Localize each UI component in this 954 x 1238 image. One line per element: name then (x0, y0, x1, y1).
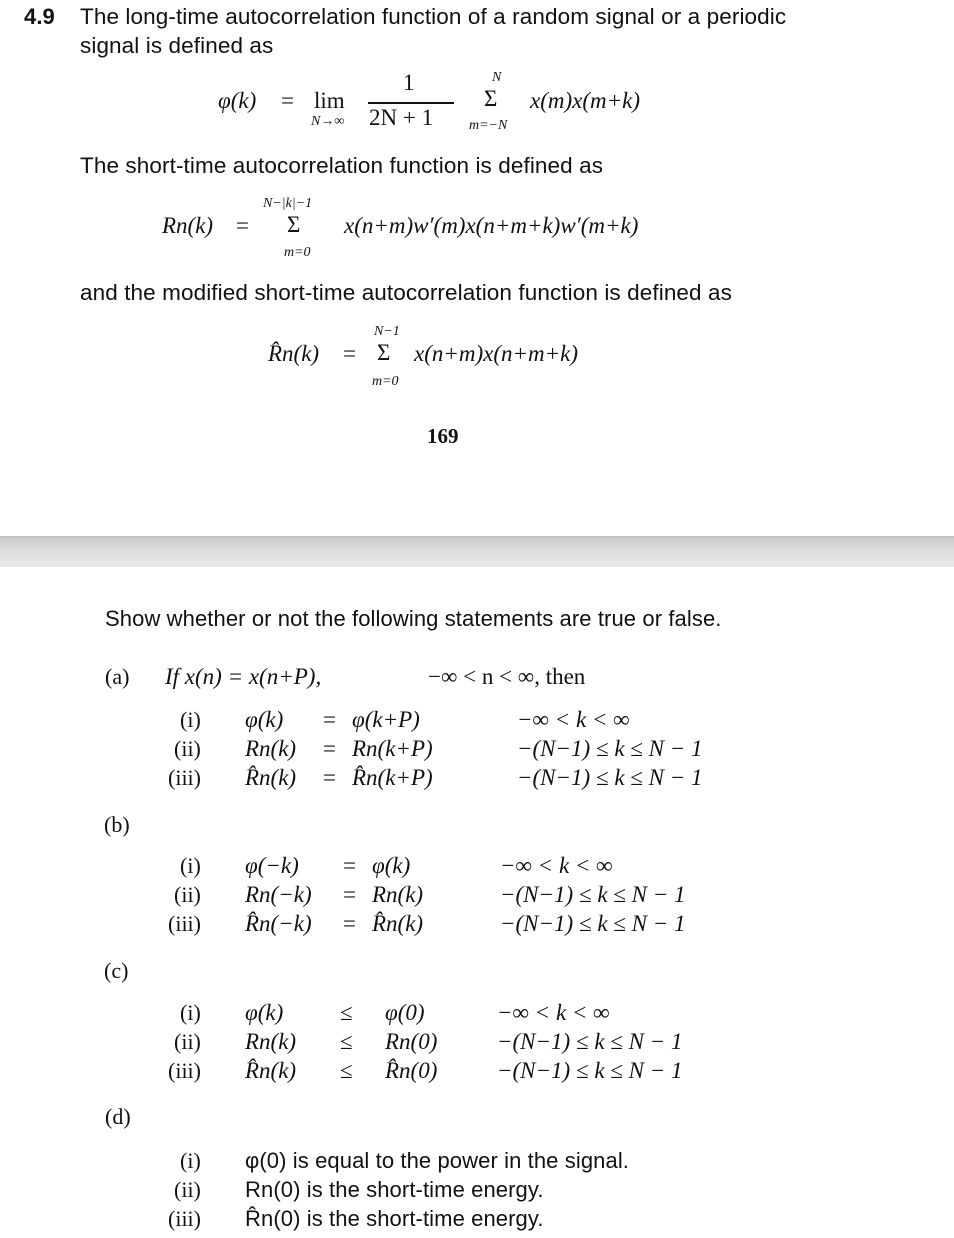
part-b-item-3-lhs: R̂n(−k) (245, 911, 312, 936)
part-c-item-3-num: (iii) (168, 1058, 201, 1083)
eq2-lhs: Rn(k) (162, 213, 214, 238)
part-d-item-2-num: (ii) (174, 1177, 201, 1202)
part-a-item-2-rhs: Rn(k+P) (352, 736, 433, 761)
part-d-item-1-text: φ(0) is equal to the power in the signal. (245, 1148, 630, 1173)
part-c-item-1-rel: ≤ (340, 1000, 353, 1025)
part-c-item-1-rhs: φ(0) (385, 1000, 425, 1025)
eq1-body: x(m)x(m+k) (530, 88, 641, 113)
part-c-item-3-rhs: R̂n(0) (385, 1058, 438, 1083)
part-a-condition: If x(n) = x(n+P), (165, 664, 322, 689)
eq1-lim-sub: N→∞ (311, 114, 345, 129)
part-a-item-3-lhs: R̂n(k) (245, 765, 297, 790)
eq1-denominator: 2N + 1 (369, 105, 434, 130)
part-a-item-2-num: (ii) (174, 736, 201, 761)
page-number: 169 (427, 424, 459, 448)
eq3-sum-sup: N−1 (374, 324, 400, 339)
problem-number: 4.9 (24, 4, 55, 29)
intro-line-2: signal is defined as (80, 33, 274, 58)
part-b-item-1-rel: = (343, 853, 356, 878)
part-b-item-3-num: (iii) (168, 911, 201, 936)
part-b-item-1-num: (i) (180, 853, 201, 878)
eq1-sigma: Σ (484, 86, 498, 111)
eq3-sigma: Σ (377, 340, 391, 365)
part-a-item-1-range: −∞ < k < ∞ (517, 707, 630, 732)
part-c-item-2-rel: ≤ (340, 1029, 353, 1054)
eq2-sum-sup: N−|k|−1 (263, 196, 313, 211)
eq1-equals: = (281, 88, 294, 113)
eq1-numerator: 1 (403, 70, 415, 95)
part-b-item-2-rel: = (343, 882, 356, 907)
part-a-item-3-rhs: R̂n(k+P) (352, 765, 433, 790)
part-b-label: (b) (104, 812, 130, 837)
part-a-item-3-num: (iii) (168, 765, 201, 790)
part-a-item-1-lhs: φ(k) (245, 707, 284, 732)
part-b-item-1-lhs: φ(−k) (245, 853, 299, 878)
part-a-condition-range: −∞ < n < ∞, then (428, 664, 586, 689)
eq2-equals: = (236, 213, 249, 238)
part-b-item-2-lhs: Rn(−k) (245, 882, 312, 907)
instruction-text: Show whether or not the following statements are true or false. (105, 606, 722, 631)
part-a-item-3-range: −(N−1) ≤ k ≤ N − 1 (517, 765, 703, 790)
part-a-item-2-lhs: Rn(k) (245, 736, 297, 761)
part-d-label: (d) (105, 1104, 131, 1129)
part-c-item-2-rhs: Rn(0) (385, 1029, 438, 1054)
intro-line-1: The long-time autocorrelation function of a random signal or a periodic (80, 4, 787, 29)
part-b-item-2-rhs: Rn(k) (372, 882, 424, 907)
part-d-item-1-num: (i) (180, 1148, 201, 1173)
eq3-equals: = (343, 341, 356, 366)
eq1-fraction-bar (368, 102, 454, 104)
part-c-item-1-lhs: φ(k) (245, 1000, 284, 1025)
part-a-item-1-rel: = (323, 707, 336, 732)
eq2-body: x(n+m)w′(m)x(n+m+k)w′(m+k) (344, 213, 639, 238)
eq2-sum-sub: m=0 (284, 245, 311, 260)
part-c-item-3-rel: ≤ (340, 1058, 353, 1083)
modified-text: and the modified short-time autocorrelation function is defined as (80, 280, 732, 305)
eq1-sum-sub: m=−N (469, 118, 508, 133)
eq3-sum-sub: m=0 (372, 374, 399, 389)
page-separator (0, 536, 954, 567)
part-c-item-3-range: −(N−1) ≤ k ≤ N − 1 (497, 1058, 683, 1083)
part-b-item-2-num: (ii) (174, 882, 201, 907)
part-d-item-3-num: (iii) (168, 1206, 201, 1231)
part-c-label: (c) (104, 958, 129, 983)
part-c-item-1-num: (i) (180, 1000, 201, 1025)
part-b-item-3-range: −(N−1) ≤ k ≤ N − 1 (500, 911, 686, 936)
part-c-item-2-num: (ii) (174, 1029, 201, 1054)
part-a-item-1-num: (i) (180, 707, 201, 732)
part-b-item-2-range: −(N−1) ≤ k ≤ N − 1 (500, 882, 686, 907)
eq1-lim: lim (314, 88, 345, 113)
part-a-item-2-range: −(N−1) ≤ k ≤ N − 1 (517, 736, 703, 761)
part-c-item-1-range: −∞ < k < ∞ (497, 1000, 610, 1025)
part-b-item-3-rel: = (343, 911, 356, 936)
eq2-sigma: Σ (287, 212, 301, 237)
part-c-item-3-lhs: R̂n(k) (245, 1058, 297, 1083)
eq3-body: x(n+m)x(n+m+k) (414, 341, 579, 366)
part-b-item-3-rhs: R̂n(k) (372, 911, 424, 936)
part-b-item-1-rhs: φ(k) (372, 853, 411, 878)
eq1-lhs: φ(k) (218, 88, 257, 113)
short-time-text: The short-time autocorrelation function is defined as (80, 153, 604, 178)
part-d-item-3-text: R̂n(0) is the short-time energy. (245, 1206, 544, 1231)
part-b-item-1-range: −∞ < k < ∞ (500, 853, 613, 878)
part-c-item-2-range: −(N−1) ≤ k ≤ N − 1 (497, 1029, 683, 1054)
part-a-item-2-rel: = (323, 736, 336, 761)
part-a-label: (a) (105, 664, 130, 689)
part-d-item-2-text: Rn(0) is the short-time energy. (245, 1177, 544, 1202)
eq1-sum-sup: N (492, 70, 502, 85)
part-a-item-1-rhs: φ(k+P) (352, 707, 420, 732)
eq3-lhs: R̂n(k) (268, 341, 320, 366)
part-a-item-3-rel: = (323, 765, 336, 790)
part-c-item-2-lhs: Rn(k) (245, 1029, 297, 1054)
